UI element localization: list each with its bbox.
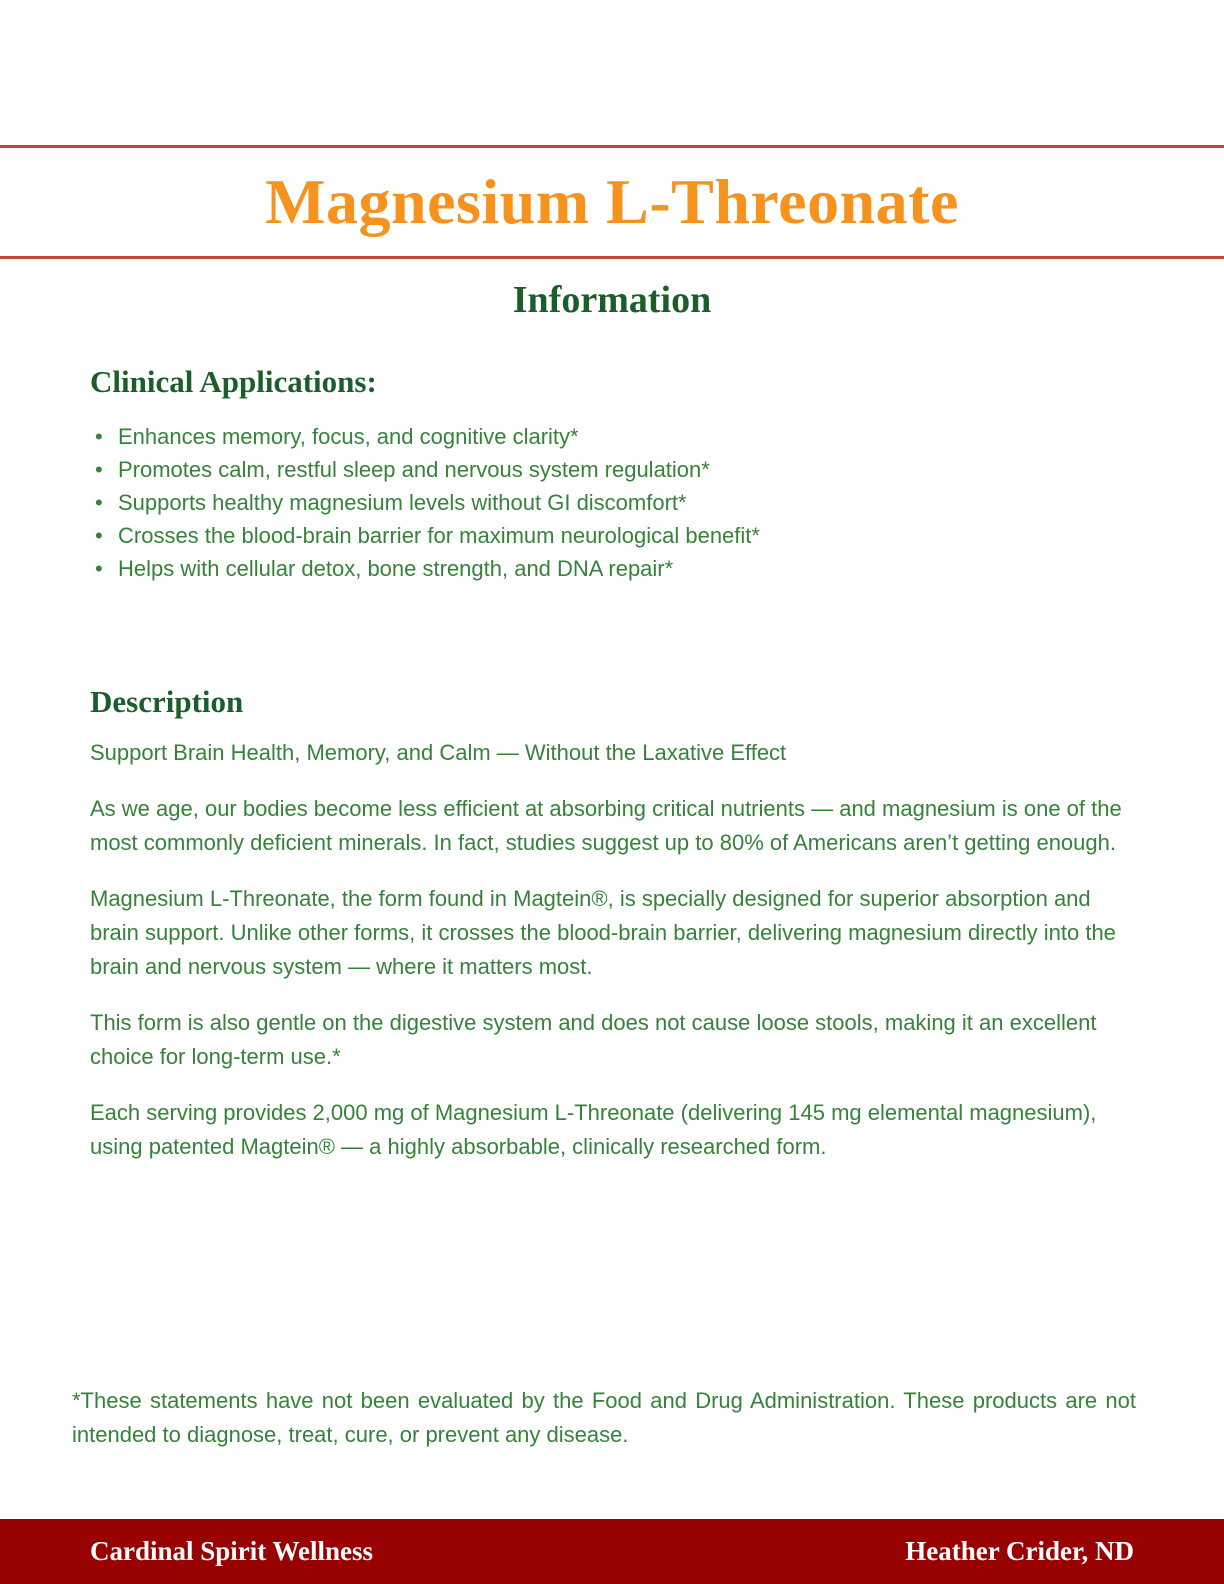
clinical-application-item: • Supports healthy magnesium levels without GI discomfort* (90, 486, 1130, 519)
description-section (90, 684, 1130, 1186)
clinical-application-item: • Helps with cellular detox, bone strength, and DNA repair* (90, 552, 1130, 585)
description-paragraph: Magnesium L-Threonate, the form found in Magtein®, is specially designed for superior absorption and brain support. Unlike other forms, it crosses the blood-brain barrier, delivering magnesium directly into the brain and nervous system — where it matters most. (90, 886, 1116, 979)
description-paragraphs (90, 736, 1130, 1164)
page-title: Magnesium L-Threonate (265, 166, 959, 237)
footer-brand: Cardinal Spirit Wellness (90, 1536, 374, 1566)
information-heading: Information (512, 279, 712, 321)
footer-practitioner: Heather Crider, ND (905, 1536, 1134, 1566)
clinical-application-item: • Promotes calm, restful sleep and nervous system regulation* (90, 453, 1130, 486)
clinical-applications-list (90, 420, 1130, 585)
description-paragraph: Support Brain Health, Memory, and Calm — Without the Laxative Effect (90, 740, 787, 765)
description-paragraph: Each serving provides 2,000 mg of Magnesium L-Threonate (delivering 145 mg elemental magnesium), using patented Magtein® — a highly absorbable, clinically researched form. (90, 1100, 1097, 1159)
description-heading: Description (90, 684, 244, 719)
description-paragraph: This form is also gentle on the digestive system and does not cause loose stools, making it an excellent choice for long-term use.* (90, 1010, 1097, 1069)
clinical-application-item: • Crosses the blood-brain barrier for maximum neurological benefit* (90, 519, 1130, 552)
fda-disclaimer: *These statements have not been evaluated by the Food and Drug Administration. These products are not intended to diagnose, treat, cure, or prevent any disease. (72, 1388, 1136, 1447)
clinical-application-item: • Enhances memory, focus, and cognitive clarity* (90, 420, 1130, 453)
title-banner (0, 145, 1224, 259)
clinical-applications-section (90, 364, 1130, 585)
description-paragraph: As we age, our bodies become less efficient at absorbing critical nutrients — and magnesium is one of the most commonly deficient minerals. In fact, studies suggest up to 80% of Americans aren’t getting enough. (90, 796, 1122, 855)
clinical-applications-heading: Clinical Applications: (90, 364, 377, 399)
footer-bar (0, 1519, 1224, 1584)
